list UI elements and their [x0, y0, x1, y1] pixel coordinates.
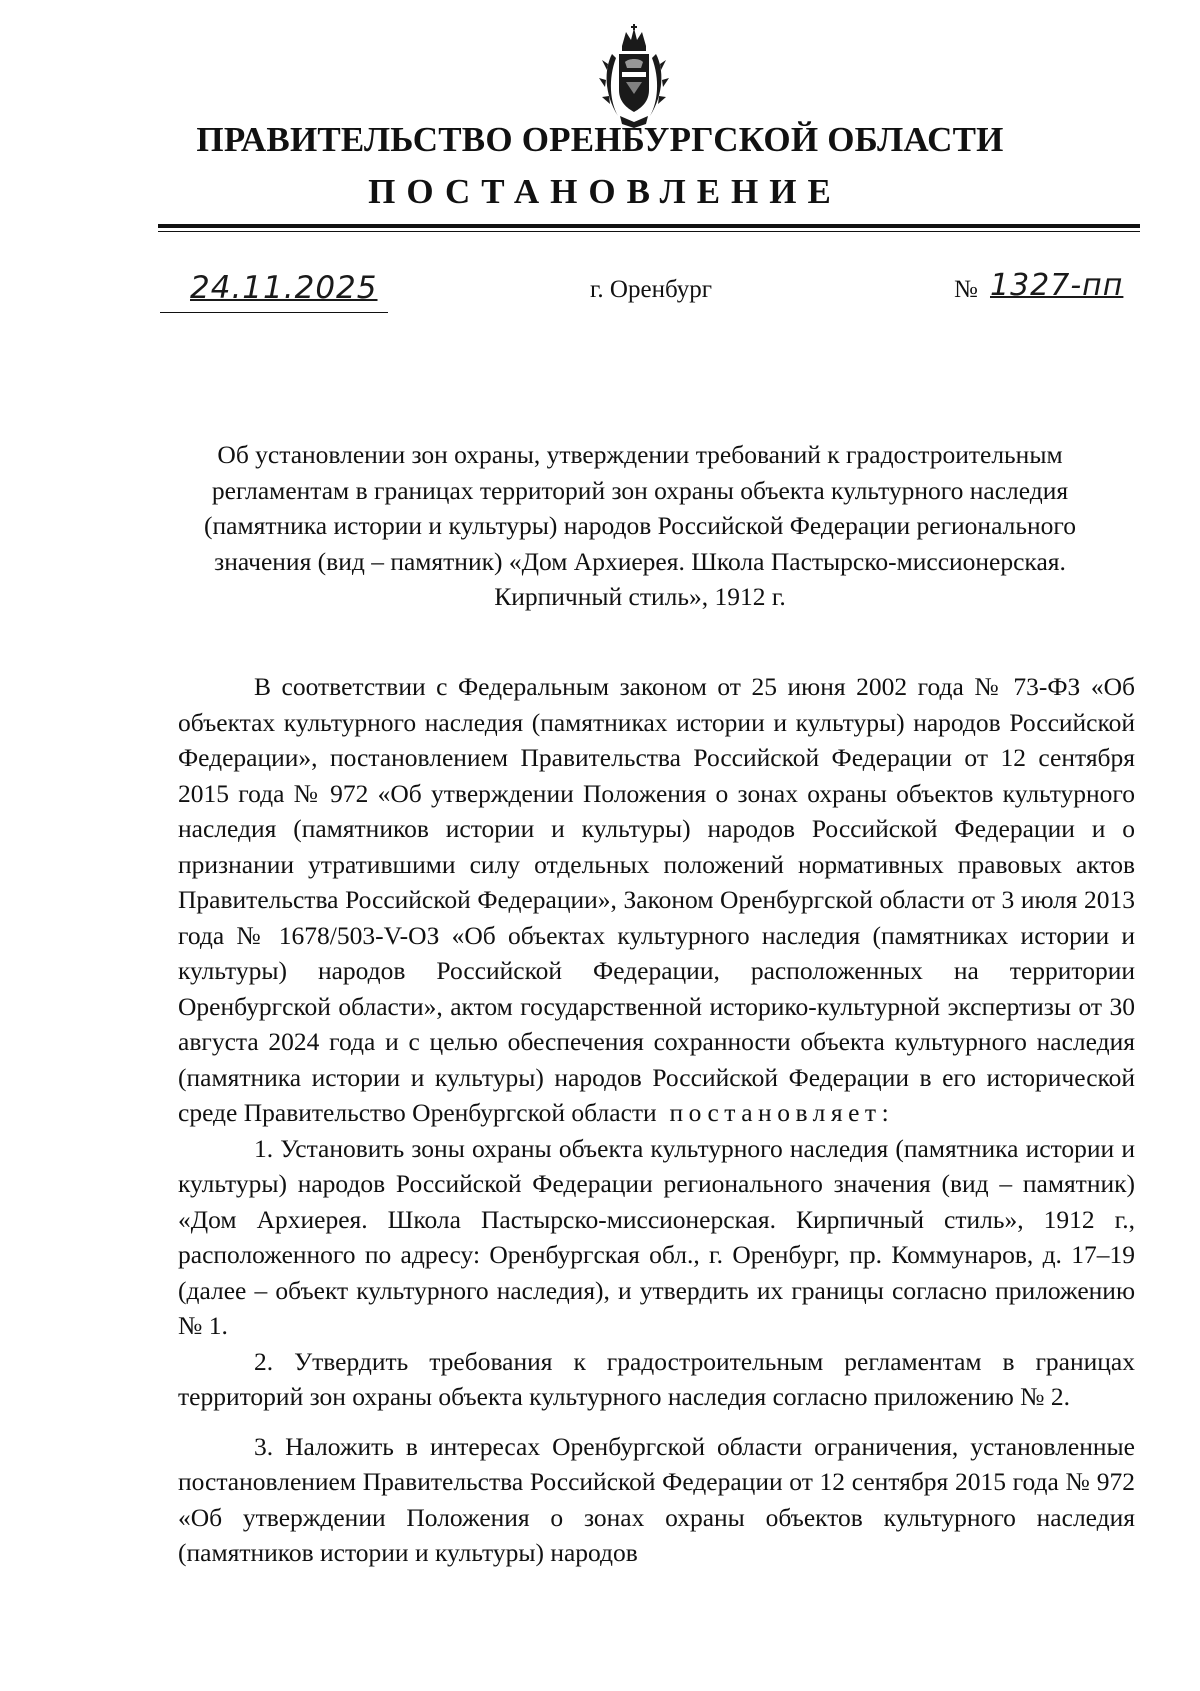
coat-of-arms-icon [598, 24, 670, 128]
item-1-paragraph: 1. Установить зоны охраны объекта культурного наследия (памятника истории и культуры) народов Российской Федерации регионального значения (вид – памятник) «Дом Архиерея. Школа Пастырско-миссионерская. Кирпичный стиль», 1912 г., расположенного по адресу: Оренбургская обл., г. Оренбург, пр. Коммунаров, д. 17–19 (далее – объект культурного наследия), и утвердить их границы согласно приложению № 1. [178, 1133, 1135, 1340]
document-number: 1327-пп [990, 268, 1124, 303]
header-divider-thin [158, 231, 1140, 232]
item-3-paragraph: 3. Наложить в интересах Оренбургской области ограничения, установленные постановлением Правительства Российской Федерации от 12 сентября 2015 года № 972 «Об утверждении Положения о зонах охраны объектов культурного наследия (памятников истории и культуры) народов [178, 1431, 1135, 1567]
document-city: г. Оренбург [590, 276, 712, 303]
date-field [160, 268, 388, 313]
header-divider-thick [158, 224, 1140, 228]
document-type: ПОСТАНОВЛЕНИЕ [368, 172, 842, 211]
preamble-text: В соответствии с Федеральным законом от 25 июня 2002 года № 73-ФЗ «Об объектах культурного наследия (памятниках истории и культуры) народов Российской Федерации», постановлением Правительства Российской Федерации от 12 сентября 2015 года № 972 «Об утверждении Положения о зонах охраны объектов культурного наследия (памятников истории и культуры) народов Российской Федерации и о признании утратившими силу отдельных положений нормативных правовых актов Правительства Российской Федерации», Законом Оренбургской области от 3 июля 2013 года № 1678/503-V-ОЗ «Об объектах культурного наследия (памятниках истории и культуры) народов Российской Федерации, расположенных на территории Оренбургской области», актом государственной историко-культурной экспертизы от 30 августа 2024 года и с целью обеспечения сохранности объекта культурного наследия (памятника истории и культуры) народов Российской Федерации в его исторической среде Правительство Оренбургской области [178, 672, 1135, 1127]
item-2-paragraph: 2. Утвердить требования к градостроительным регламентам в границах территорий зон охраны объекта культурного наследия согласно приложению № 2. [178, 1346, 1135, 1411]
decree-word: постановляет: [669, 1098, 895, 1127]
document-date: 24.11.2025 [190, 270, 378, 306]
document-number-label: № [954, 276, 978, 303]
document-meta-row [0, 268, 1200, 316]
document-body [178, 669, 1135, 1571]
preamble-paragraph [178, 669, 1135, 1131]
government-name: ПРАВИТЕЛЬСТВО ОРЕНБУРГСКОЙ ОБЛАСТИ [196, 120, 1004, 159]
document-subject: Об установлении зон охраны, утверждении требований к градостроительным регламентам в границах территорий зон охраны объекта культурного наследия (памятника истории и культуры) народов Российской Федерации регионального значения (вид – памятник) «Дом Архиерея. Школа Пастырско-миссионерская. Кирпичный стиль», 1912 г. [204, 440, 1076, 611]
